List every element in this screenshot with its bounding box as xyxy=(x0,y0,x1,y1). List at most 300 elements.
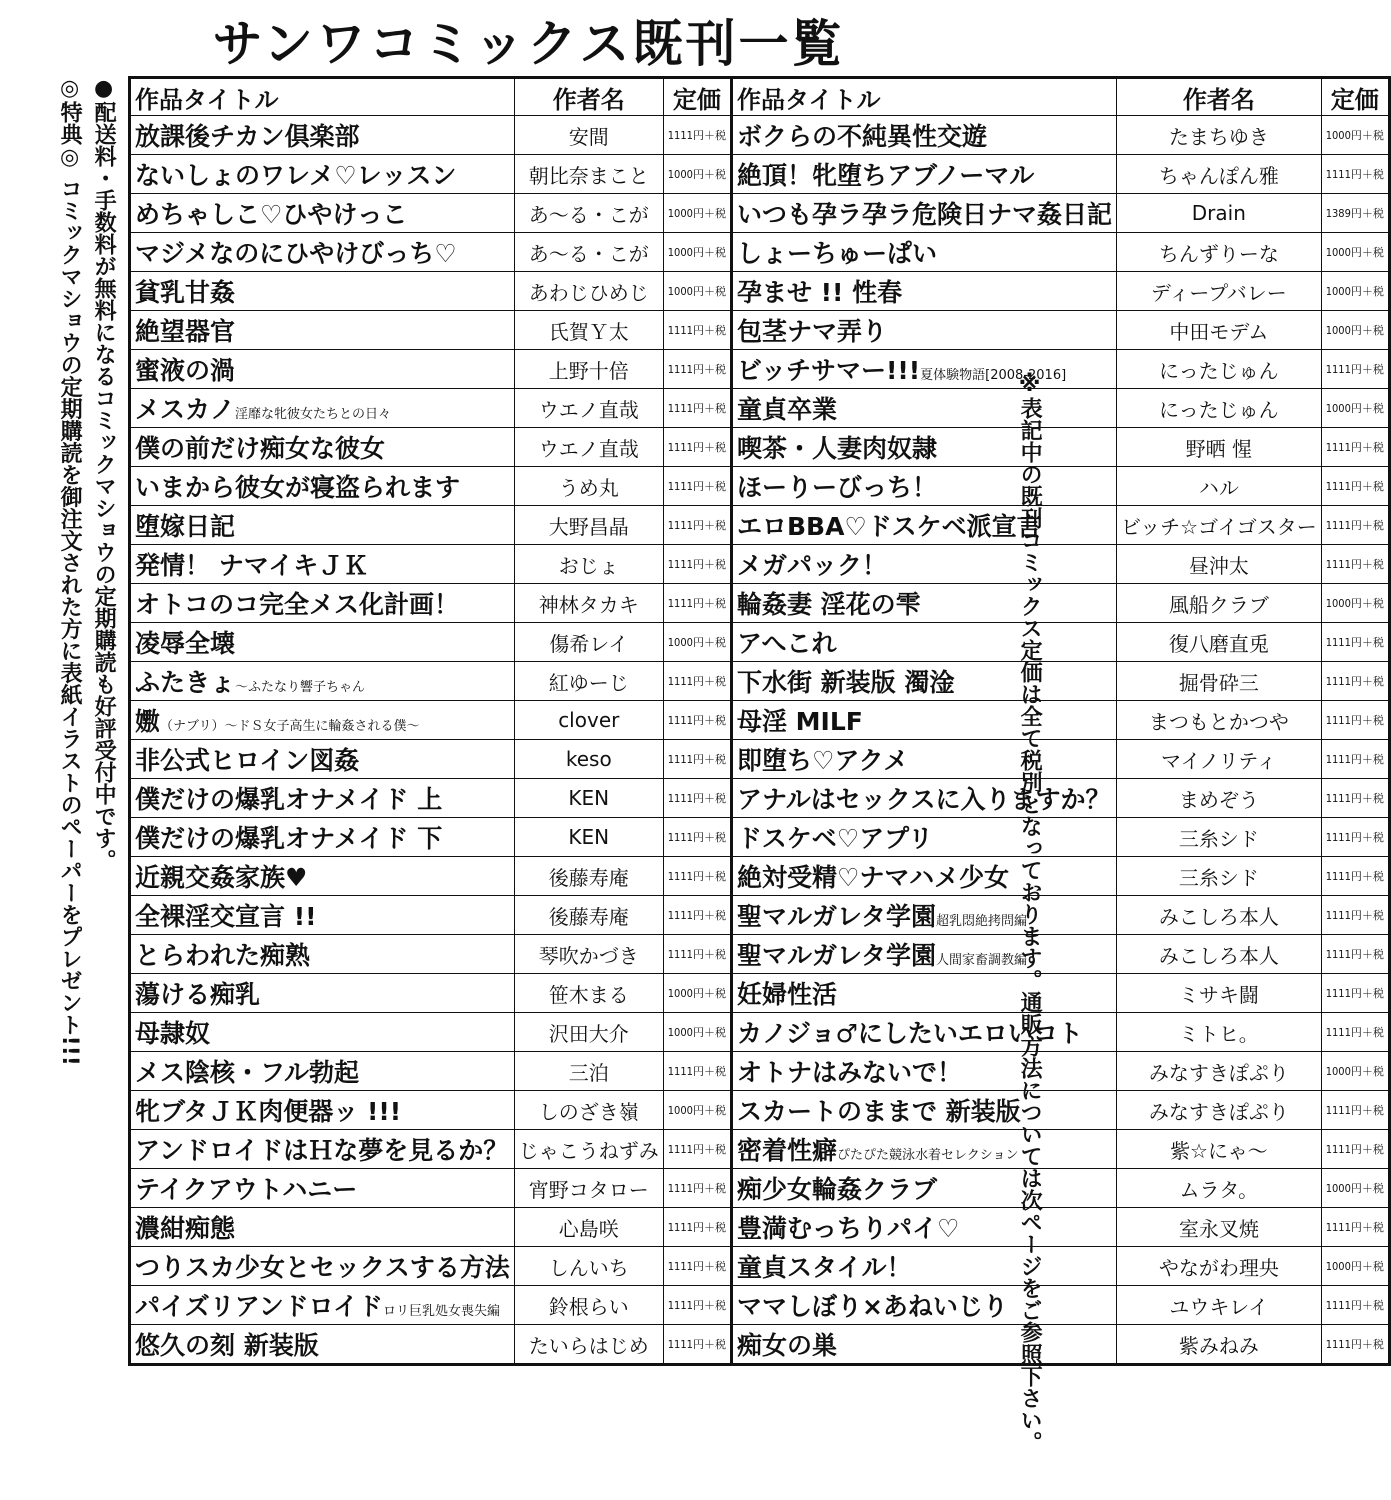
title-text: ママしぼり×あねいじり xyxy=(736,1292,1008,1321)
title-text: 非公式ヒロイン図姦 xyxy=(135,746,360,775)
book-title-left xyxy=(130,1247,515,1286)
book-title-left xyxy=(130,389,515,428)
title-text: アへこれ xyxy=(736,629,837,658)
author-left: 三泊 xyxy=(514,1052,663,1091)
title-text: 痴女の巣 xyxy=(736,1331,837,1360)
price-left: 1000円＋税 xyxy=(663,194,731,233)
price-left: 1111円＋税 xyxy=(663,779,731,818)
price-left: 1111円＋税 xyxy=(663,1169,731,1208)
subtitle-text: 〜ふたなり響子ちゃん xyxy=(235,680,366,695)
title-text: 聖マルガレタ学園 xyxy=(736,902,936,931)
price-right: 1111円＋税 xyxy=(1321,1208,1389,1247)
header-price-right: 定価 xyxy=(1321,78,1389,116)
book-title-left xyxy=(130,662,515,701)
book-title-right xyxy=(731,974,1116,1013)
price-right: 1111円＋税 xyxy=(1321,740,1389,779)
table-row xyxy=(130,233,1390,272)
table-row xyxy=(130,1208,1390,1247)
price-right: 1111円＋税 xyxy=(1321,623,1389,662)
subtitle-text: 超乳悶絶拷問編 xyxy=(935,914,1027,929)
title-text: 母隷奴 xyxy=(135,1019,211,1048)
author-right: ハル xyxy=(1116,467,1321,506)
price-left: 1111円＋税 xyxy=(663,1286,731,1325)
price-left: 1000円＋税 xyxy=(663,1091,731,1130)
table-row xyxy=(130,389,1390,428)
table-row xyxy=(130,857,1390,896)
price-right: 1111円＋税 xyxy=(1321,935,1389,974)
book-title-left xyxy=(130,623,515,662)
price-right: 1111円＋税 xyxy=(1321,779,1389,818)
price-right: 1000円＋税 xyxy=(1321,116,1389,155)
price-left: 1000円＋税 xyxy=(663,272,731,311)
book-title-right xyxy=(731,506,1116,545)
table-row xyxy=(130,428,1390,467)
price-right: 1111円＋税 xyxy=(1321,662,1389,701)
author-right: 三糸シド xyxy=(1116,818,1321,857)
book-title-right xyxy=(731,584,1116,623)
table-row xyxy=(130,1091,1390,1130)
table-row xyxy=(130,584,1390,623)
price-right: 1111円＋税 xyxy=(1321,1013,1389,1052)
author-right: 野晒 惺 xyxy=(1116,428,1321,467)
table-row xyxy=(130,935,1390,974)
title-text: 放課後チカン倶楽部 xyxy=(135,122,360,151)
author-left: しのざき嶺 xyxy=(514,1091,663,1130)
price-right: 1000円＋税 xyxy=(1321,1247,1389,1286)
author-left: 上野十倍 xyxy=(514,350,663,389)
title-text: 僕の前だけ痴女な彼女 xyxy=(135,434,386,463)
price-left: 1111円＋税 xyxy=(663,116,731,155)
title-text: 絶対受精♡ナマハメ少女 xyxy=(736,863,1010,892)
price-right: 1000円＋税 xyxy=(1321,584,1389,623)
table-row xyxy=(130,350,1390,389)
title-text: カノジョ♂にしたいエロいコト xyxy=(736,1019,1083,1048)
book-title-right xyxy=(731,818,1116,857)
price-left: 1111円＋税 xyxy=(663,428,731,467)
author-right: みなすきぽぷり xyxy=(1116,1091,1321,1130)
price-right: 1000円＋税 xyxy=(1321,389,1389,428)
title-text: ほーりーびっち！ xyxy=(736,473,937,502)
title-text: 絶望器官 xyxy=(135,317,236,346)
book-title-left xyxy=(130,818,515,857)
book-title-right xyxy=(731,311,1116,350)
book-title-right xyxy=(731,779,1116,818)
book-title-right xyxy=(731,857,1116,896)
author-left: 笹木まる xyxy=(514,974,663,1013)
price-left: 1111円＋税 xyxy=(663,896,731,935)
book-title-left xyxy=(130,1013,515,1052)
price-right: 1111円＋税 xyxy=(1321,1286,1389,1325)
price-right: 1111円＋税 xyxy=(1321,428,1389,467)
price-left: 1111円＋税 xyxy=(663,857,731,896)
price-right: 1111円＋税 xyxy=(1321,467,1389,506)
table-row xyxy=(130,1052,1390,1091)
author-left: しんいち xyxy=(514,1247,663,1286)
author-left: 後藤寿庵 xyxy=(514,857,663,896)
price-left: 1111円＋税 xyxy=(663,1208,731,1247)
title-text: 僕だけの爆乳オナメイド 上 xyxy=(135,785,443,814)
book-title-left xyxy=(130,194,515,233)
table-row xyxy=(130,623,1390,662)
author-right: 室永叉焼 xyxy=(1116,1208,1321,1247)
price-left: 1000円＋税 xyxy=(663,1013,731,1052)
title-text: メスカノ xyxy=(135,395,236,424)
price-right: 1000円＋税 xyxy=(1321,311,1389,350)
author-left: ウエノ直哉 xyxy=(514,389,663,428)
author-right: 紫☆にゃ〜 xyxy=(1116,1130,1321,1169)
subtitle-text: ロリ巨乳処女喪失編 xyxy=(383,1304,501,1319)
table-row xyxy=(130,467,1390,506)
title-text: 痴少女輪姦クラブ xyxy=(736,1175,937,1204)
author-left: 神林タカキ xyxy=(514,584,663,623)
author-right: 掘骨砕三 xyxy=(1116,662,1321,701)
page-title: サンワコミックス既刊一覧 xyxy=(212,15,845,73)
book-title-left xyxy=(130,545,515,584)
table-row xyxy=(130,740,1390,779)
title-text: 全裸淫交宣言 !! xyxy=(135,902,317,931)
title-text: めちゃしこ♡ひやけっこ xyxy=(135,200,408,229)
book-title-right xyxy=(731,935,1116,974)
book-title-right xyxy=(731,116,1116,155)
book-title-left xyxy=(130,1169,515,1208)
book-title-left xyxy=(130,428,515,467)
title-text: しょーちゅーぱい xyxy=(736,239,937,268)
price-right: 1000円＋税 xyxy=(1321,1169,1389,1208)
price-note: ※表記中の既刊コミックス定価は全て税別となっております。通販方法については次ページをご参照下さい。 xyxy=(1017,372,1043,1453)
author-right: まめぞう xyxy=(1116,779,1321,818)
table-row xyxy=(130,506,1390,545)
price-left: 1111円＋税 xyxy=(663,506,731,545)
book-title-right xyxy=(731,233,1116,272)
author-left: たいらはじめ xyxy=(514,1325,663,1365)
author-right: 風船クラブ xyxy=(1116,584,1321,623)
subtitle-text: ぴたぴた競泳水着セレクション xyxy=(836,1148,1019,1163)
author-right: にったじゅん xyxy=(1116,389,1321,428)
author-right: 復八磨直兎 xyxy=(1116,623,1321,662)
book-title-left xyxy=(130,350,515,389)
book-title-left xyxy=(130,233,515,272)
book-title-right xyxy=(731,1169,1116,1208)
title-text: ドスケベ♡アプリ xyxy=(736,824,934,853)
title-text: 凌辱全壊 xyxy=(135,629,236,658)
price-left: 1111円＋税 xyxy=(663,311,731,350)
book-title-left xyxy=(130,1091,515,1130)
table-row xyxy=(130,1325,1390,1365)
title-text: 包茎ナマ弄り xyxy=(736,317,887,346)
author-right: ミトヒ。 xyxy=(1116,1013,1321,1052)
book-title-right xyxy=(731,389,1116,428)
price-left: 1111円＋税 xyxy=(663,350,731,389)
table-row xyxy=(130,155,1390,194)
book-title-right xyxy=(731,1052,1116,1091)
book-title-left xyxy=(130,272,515,311)
catalog-body xyxy=(130,116,1390,1365)
author-left: 沢田大介 xyxy=(514,1013,663,1052)
book-title-left xyxy=(130,1130,515,1169)
title-text: 聖マルガレタ学園 xyxy=(736,941,936,970)
book-title-left xyxy=(130,779,515,818)
price-right: 1111円＋税 xyxy=(1321,545,1389,584)
title-text: ないしょのワレメ♡レッスン xyxy=(135,161,457,190)
author-right: ビッチ☆ゴイゴスター xyxy=(1116,506,1321,545)
price-right: 1111円＋税 xyxy=(1321,155,1389,194)
table-row xyxy=(130,1169,1390,1208)
subtitle-text: 淫靡な牝彼女たちとの日々 xyxy=(235,407,392,422)
book-title-left xyxy=(130,506,515,545)
price-left: 1111円＋税 xyxy=(663,1130,731,1169)
author-right: 紫みねみ xyxy=(1116,1325,1321,1365)
author-left: 朝比奈まこと xyxy=(514,155,663,194)
author-left: keso xyxy=(514,740,663,779)
price-right: 1111円＋税 xyxy=(1321,1091,1389,1130)
author-right: ちんずりーな xyxy=(1116,233,1321,272)
table-row xyxy=(130,194,1390,233)
author-left: 心島咲 xyxy=(514,1208,663,1247)
bonus-note: ◎特典◎ コミックマショウの定期購読を御注文された方に表紙イラストのペーパーをプレゼント!!! xyxy=(57,76,83,1066)
book-title-right xyxy=(731,701,1116,740)
book-title-left xyxy=(130,935,515,974)
book-title-left xyxy=(130,974,515,1013)
author-left: ウエノ直哉 xyxy=(514,428,663,467)
author-left: 紅ゆーじ xyxy=(514,662,663,701)
title-text: ビッチサマー!!! xyxy=(736,356,921,385)
title-text: 悠久の刻 新装版 xyxy=(135,1331,319,1360)
price-right: 1111円＋税 xyxy=(1321,818,1389,857)
author-right: Drain xyxy=(1116,194,1321,233)
title-text: オトコのコ完全メス化計画！ xyxy=(135,590,460,619)
title-text: 童貞スタイル！ xyxy=(736,1253,912,1282)
book-title-right xyxy=(731,623,1116,662)
header-author-right: 作者名 xyxy=(1116,78,1321,116)
table-row xyxy=(130,1130,1390,1169)
author-left: おじょ xyxy=(514,545,663,584)
title-text: いつも孕ラ孕ラ危険日ナマ姦日記 xyxy=(736,200,1112,229)
title-text: オトナはみないで！ xyxy=(736,1058,962,1087)
table-row xyxy=(130,896,1390,935)
book-title-left xyxy=(130,857,515,896)
price-right: 1111円＋税 xyxy=(1321,506,1389,545)
price-left: 1111円＋税 xyxy=(663,389,731,428)
title-text: 童貞卒業 xyxy=(736,395,837,424)
book-title-right xyxy=(731,1247,1116,1286)
author-left: じゃこうねずみ xyxy=(514,1130,663,1169)
author-left: KEN xyxy=(514,818,663,857)
title-text: 下水街 新装版 濁淦 xyxy=(736,668,955,697)
price-right: 1111円＋税 xyxy=(1321,350,1389,389)
table-row xyxy=(130,818,1390,857)
author-left: 後藤寿庵 xyxy=(514,896,663,935)
author-right: ちゃんぽん雅 xyxy=(1116,155,1321,194)
book-title-left xyxy=(130,584,515,623)
book-title-right xyxy=(731,1130,1116,1169)
book-title-left xyxy=(130,896,515,935)
author-right: ディープバレー xyxy=(1116,272,1321,311)
book-title-right xyxy=(731,1091,1116,1130)
author-right: ユウキレイ xyxy=(1116,1286,1321,1325)
book-title-left xyxy=(130,1208,515,1247)
price-right: 1111円＋税 xyxy=(1321,896,1389,935)
header-title-right: 作品タイトル xyxy=(731,78,1116,116)
table-row xyxy=(130,1013,1390,1052)
author-left: うめ丸 xyxy=(514,467,663,506)
book-title-left xyxy=(130,155,515,194)
title-text: 密着性癖 xyxy=(736,1136,837,1165)
title-text: 蜜液の渦 xyxy=(135,356,236,385)
book-title-right xyxy=(731,350,1116,389)
author-left: 鈴根らい xyxy=(514,1286,663,1325)
title-text: パイズリアンドロイド xyxy=(135,1292,384,1321)
title-text: 近親交姦家族♥ xyxy=(135,863,308,892)
title-text: テイクアウトハニー xyxy=(135,1175,358,1204)
price-left: 1111円＋税 xyxy=(663,1325,731,1365)
table-row xyxy=(130,1286,1390,1325)
book-title-left xyxy=(130,116,515,155)
book-title-right xyxy=(731,194,1116,233)
book-title-right xyxy=(731,545,1116,584)
author-left: 琴吹かづき xyxy=(514,935,663,974)
title-text: 僕だけの爆乳オナメイド 下 xyxy=(135,824,443,853)
title-text: メガパック！ xyxy=(736,551,887,580)
header-author-left: 作者名 xyxy=(514,78,663,116)
title-text: 貧乳甘姦 xyxy=(135,278,236,307)
price-left: 1000円＋税 xyxy=(663,233,731,272)
book-title-right xyxy=(731,896,1116,935)
price-left: 1111円＋税 xyxy=(663,935,731,974)
author-right: やながわ理央 xyxy=(1116,1247,1321,1286)
title-text: 豊満むっちりパイ♡ xyxy=(736,1214,960,1243)
title-text: マジメなのにひやけびっち♡ xyxy=(135,239,457,268)
title-text: 輪姦妻 淫花の雫 xyxy=(736,590,921,619)
price-left: 1111円＋税 xyxy=(663,662,731,701)
subtitle-text: （ナブリ）〜ドＳ女子高生に輪姦される僕〜 xyxy=(160,719,420,734)
title-text: 蕩ける痴乳 xyxy=(135,980,261,1009)
author-right: ムラタ。 xyxy=(1116,1169,1321,1208)
author-left: あ〜る・こが xyxy=(514,194,663,233)
title-text: ボクらの不純異性交遊 xyxy=(736,122,987,151)
price-right: 1111円＋税 xyxy=(1321,1325,1389,1365)
author-left: clover xyxy=(514,701,663,740)
book-title-right xyxy=(731,1286,1116,1325)
title-text: 堕嫁日記 xyxy=(135,512,236,541)
catalog-table xyxy=(128,76,1391,1366)
price-left: 1111円＋税 xyxy=(663,584,731,623)
author-left: 安間 xyxy=(514,116,663,155)
title-text: 発情！ ナマイキＪＫ xyxy=(135,551,369,580)
table-row xyxy=(130,272,1390,311)
title-text: 嫐 xyxy=(135,707,161,736)
title-text: 孕ませ !! 性春 xyxy=(736,278,903,307)
table-row xyxy=(130,779,1390,818)
author-left: 宵野コタロー xyxy=(514,1169,663,1208)
title-text: いまから彼女が寝盗られます xyxy=(135,473,461,502)
title-text: スカートのままで 新装版 xyxy=(736,1097,1021,1126)
price-left: 1000円＋税 xyxy=(663,155,731,194)
table-row xyxy=(130,974,1390,1013)
price-left: 1000円＋税 xyxy=(663,974,731,1013)
title-text: アンドロイドはＨな夢を見るか？ xyxy=(135,1136,509,1165)
subtitle-text: 夏体験物語[2008-2016] xyxy=(920,368,1067,383)
author-right: みなすきぽぷり xyxy=(1116,1052,1321,1091)
title-text: エロBBA♡ドスケベ派宣言 xyxy=(736,512,1042,541)
author-left: KEN xyxy=(514,779,663,818)
author-left: 氏賀Ｙ太 xyxy=(514,311,663,350)
price-left: 1111円＋税 xyxy=(663,740,731,779)
title-text: 即堕ち♡アクメ xyxy=(736,746,909,775)
book-title-right xyxy=(731,740,1116,779)
title-text: メス陰核・フル勃起 xyxy=(135,1058,360,1087)
book-title-right xyxy=(731,155,1116,194)
author-right: まつもとかつや xyxy=(1116,701,1321,740)
title-text: 妊婦性活 xyxy=(736,980,837,1009)
table-row xyxy=(130,545,1390,584)
shipping-note: ●配送料・手数料が無料になるコミックマショウの定期購読も好評受付中です。 xyxy=(91,76,117,871)
book-title-left xyxy=(130,311,515,350)
author-right: マイノリティ xyxy=(1116,740,1321,779)
price-left: 1111円＋税 xyxy=(663,1247,731,1286)
book-title-left xyxy=(130,1286,515,1325)
author-right: たまちゆき xyxy=(1116,116,1321,155)
author-right: 昼沖太 xyxy=(1116,545,1321,584)
author-right: みこしろ本人 xyxy=(1116,896,1321,935)
author-left: あ〜る・こが xyxy=(514,233,663,272)
price-right: 1000円＋税 xyxy=(1321,272,1389,311)
title-text: アナルはセックスに入りますか？ xyxy=(736,785,1111,814)
book-title-right xyxy=(731,662,1116,701)
price-left: 1111円＋税 xyxy=(663,818,731,857)
book-title-left xyxy=(130,740,515,779)
title-text: つりスカ少女とセックスする方法 xyxy=(135,1253,510,1282)
author-left: あわじひめじ xyxy=(514,272,663,311)
author-left: 大野昌晶 xyxy=(514,506,663,545)
book-title-right xyxy=(731,272,1116,311)
book-title-left xyxy=(130,1325,515,1365)
price-right: 1000円＋税 xyxy=(1321,233,1389,272)
price-right: 1111円＋税 xyxy=(1321,1130,1389,1169)
subtitle-text: 人間家畜調教編 xyxy=(935,953,1027,968)
price-right: 1111円＋税 xyxy=(1321,701,1389,740)
table-row xyxy=(130,701,1390,740)
price-left: 1111円＋税 xyxy=(663,1052,731,1091)
title-text: 母淫 MILF xyxy=(736,707,863,736)
author-right: 三糸シド xyxy=(1116,857,1321,896)
book-title-left xyxy=(130,1052,515,1091)
author-right: ミサキ闘 xyxy=(1116,974,1321,1013)
table-row xyxy=(130,1247,1390,1286)
price-right: 1000円＋税 xyxy=(1321,1052,1389,1091)
price-right: 1389円＋税 xyxy=(1321,194,1389,233)
header-title-left: 作品タイトル xyxy=(130,78,515,116)
price-left: 1000円＋税 xyxy=(663,623,731,662)
header-price-left: 定価 xyxy=(663,78,731,116)
book-title-left xyxy=(130,701,515,740)
book-title-right xyxy=(731,428,1116,467)
book-title-left xyxy=(130,467,515,506)
title-text: 牝ブタＪＫ肉便器ッ !!! xyxy=(135,1097,402,1126)
title-text: 濃紺痴態 xyxy=(135,1214,236,1243)
table-row xyxy=(130,311,1390,350)
book-title-right xyxy=(731,1325,1116,1365)
book-title-right xyxy=(731,1013,1116,1052)
header-row xyxy=(130,78,1390,116)
table-row xyxy=(130,116,1390,155)
price-left: 1111円＋税 xyxy=(663,701,731,740)
price-right: 1111円＋税 xyxy=(1321,857,1389,896)
title-text: ふたきょ xyxy=(135,668,236,697)
author-right: にったじゅん xyxy=(1116,350,1321,389)
title-text: とらわれた痴熟 xyxy=(135,941,311,970)
price-left: 1111円＋税 xyxy=(663,467,731,506)
book-title-right xyxy=(731,467,1116,506)
